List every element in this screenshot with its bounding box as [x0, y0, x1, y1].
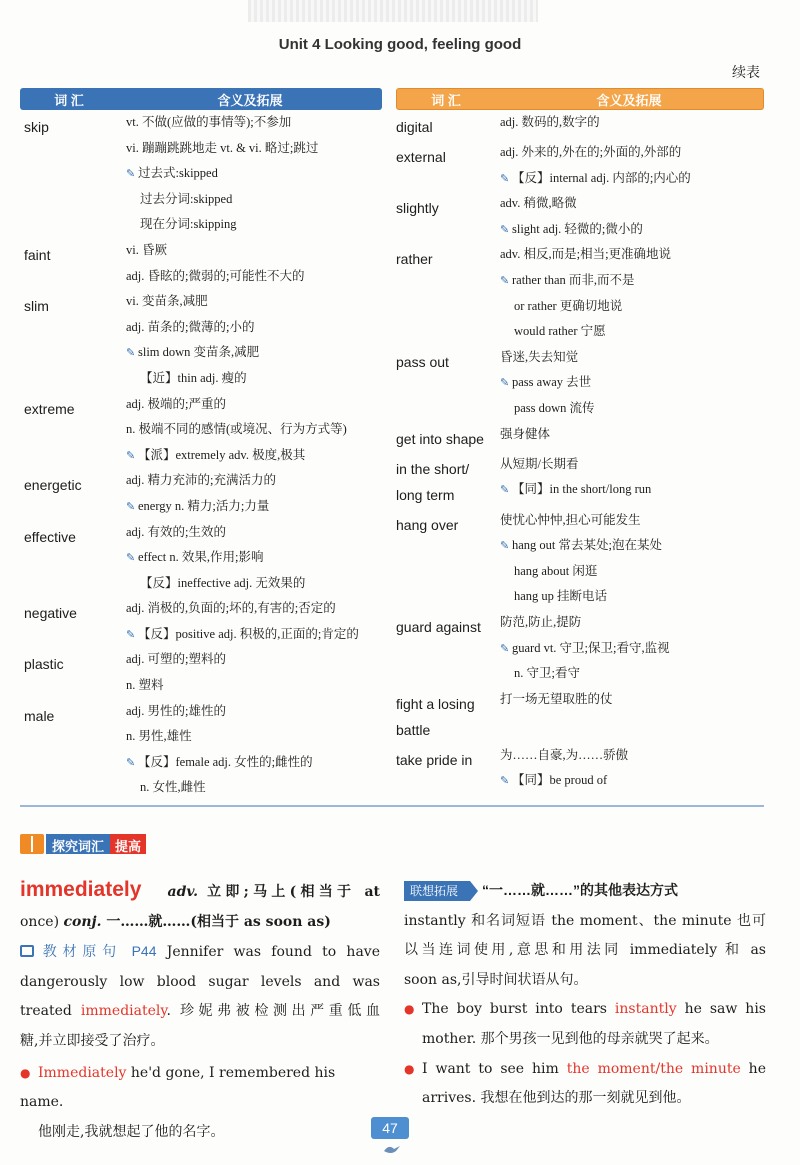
vocab-word-text: rather: [396, 251, 433, 268]
definition-text: n. 女性,雌性: [140, 780, 206, 795]
def-conj: 一……就……(相当于 as soon as): [101, 913, 331, 930]
continued-label: 续表: [732, 65, 760, 81]
definition-line: [500, 768, 764, 794]
definition-text: slight adj. 轻微的;微小的: [512, 221, 643, 236]
definition-text: 【同】in the short/long run: [512, 482, 652, 497]
example-text: he'd gone, I remembered his name.: [20, 1064, 336, 1111]
example-1-cn: 他刚走,我就想起了他的名字。: [38, 1123, 225, 1140]
def-adv-cont: once): [20, 913, 60, 930]
definition-line: [126, 110, 382, 136]
highlight-word: Immediately: [38, 1064, 127, 1081]
definition-text: 过去分词:skipped: [140, 191, 233, 206]
vocab-word-text: effective: [24, 528, 76, 545]
pencil-icon: ✎: [500, 274, 510, 287]
definition-line: [500, 610, 764, 636]
vocab-definitions: [126, 289, 382, 391]
definition-text: would rather 宁愿: [514, 324, 606, 339]
pencil-icon: ✎: [126, 500, 136, 513]
definition-text: 【近】thin adj. 瘦的: [140, 370, 247, 385]
vocab-word-text: extreme: [24, 400, 75, 417]
assoc-example-1: [404, 995, 766, 1025]
definition-text: n. 男性,雄性: [126, 729, 192, 744]
vocab-word: [20, 110, 126, 238]
definition-line: [500, 110, 764, 136]
def-adv: 立即;马上(相当于 at: [198, 884, 381, 900]
definition-text: slim down 变苗条,减肥: [138, 345, 260, 360]
vocab-word-text: pass out: [396, 353, 449, 370]
vocab-definitions: [126, 238, 382, 289]
vocab-word: [20, 392, 126, 469]
bird-icon: [382, 1142, 402, 1156]
bullet-icon: ●: [404, 1061, 415, 1076]
definition-line: [126, 596, 382, 622]
vocab-definitions: [500, 191, 764, 242]
vocab-definitions: [126, 468, 382, 519]
vocab-word: [396, 687, 500, 743]
vocab-entry: [20, 468, 382, 519]
definition-line: [500, 319, 764, 345]
vocab-word-text: male: [24, 707, 55, 724]
definition-text: 【反】internal adj. 内部的;内心的: [512, 170, 691, 185]
vocab-word: [396, 610, 500, 687]
header-word: 词 汇: [54, 92, 84, 108]
vocab-definitions: [500, 422, 764, 452]
vocab-word-text: energetic: [24, 477, 82, 494]
header-word: 词 汇: [431, 92, 461, 108]
pencil-icon: ✎: [500, 540, 510, 553]
definition-line: [126, 647, 382, 673]
definition-text: vi. 变苗条,减肥: [126, 294, 208, 309]
assoc-example-2-cont: arrives. 我想在他到达的那一刻就见到他。: [422, 1090, 691, 1107]
definition-text: rather than 而非,而不是: [512, 272, 635, 287]
section-tag: [20, 833, 146, 855]
vocab-definitions: [126, 520, 382, 597]
vocab-word-text: external: [396, 149, 446, 165]
example-text: he saw his: [676, 1001, 766, 1018]
definition-text: pass down 流传: [514, 400, 595, 415]
vocab-entry: [20, 647, 382, 698]
definition-line: [500, 477, 764, 503]
pencil-icon: ✎: [500, 223, 510, 236]
definition-text: 昏迷,失去知觉: [500, 349, 579, 364]
definition-line: [500, 217, 764, 243]
definition-line: [126, 724, 382, 750]
header-meaning: 含义及拓展: [596, 92, 662, 108]
definition-line: [126, 289, 382, 315]
definition-text: 【同】be proud of: [512, 773, 608, 788]
vocab-word-text: long term: [396, 486, 455, 503]
pencil-icon: ✎: [500, 642, 510, 655]
definition-text: effect n. 效果,作用;影响: [138, 550, 264, 565]
definition-text: adj. 可塑的;塑料的: [126, 652, 226, 667]
keyword: immediately: [20, 878, 142, 901]
example-text: he: [740, 1060, 766, 1077]
vocab-word: [20, 468, 126, 519]
definition-text: 现在分词:skipping: [140, 217, 237, 232]
vocab-word-text: slim: [24, 298, 49, 315]
definition-line: [126, 571, 382, 597]
section-divider: [20, 805, 764, 807]
assoc-header: [404, 876, 766, 907]
vocab-word: [20, 520, 126, 597]
vocab-word: [20, 289, 126, 391]
definition-text: 【反】ineffective adj. 无效果的: [140, 575, 306, 590]
vocab-definitions: [500, 452, 764, 508]
definition-text: 从短期/长期看: [500, 456, 579, 471]
pos-conj: conj.: [63, 913, 102, 930]
definition-line: [126, 468, 382, 494]
vocab-definitions: [126, 392, 382, 469]
definition-text: 【派】extremely adv. 极度,极其: [138, 447, 306, 462]
assoc-label: 联想拓展: [404, 881, 470, 901]
definition-text: adj. 男性的;雄性的: [126, 703, 226, 718]
definition-line: [500, 242, 764, 268]
definition-line: [126, 366, 382, 392]
vocab-definitions: [126, 647, 382, 698]
vocab-word-text: slightly: [396, 200, 439, 217]
definition-text: adj. 苗条的;微薄的;小的: [126, 319, 255, 334]
top-decoration: [248, 0, 538, 22]
vocab-word-text: battle: [396, 721, 431, 738]
highlight-word: immediately: [80, 1003, 167, 1020]
definition-text: hang out 常去某处;泡在某处: [512, 538, 662, 553]
unit-title: Unit 4 Looking good, feeling good: [278, 36, 522, 53]
example-1: [20, 1059, 380, 1118]
vocab-word: [396, 345, 500, 422]
definition-line: [126, 622, 382, 648]
definition-text: adj. 有效的;生效的: [126, 524, 226, 539]
definition-line: [500, 452, 764, 478]
definition-text: 打一场无望取胜的仗: [500, 691, 613, 706]
vocab-entry: [20, 238, 382, 289]
source-line-4: 糖,并立即接受了治疗。: [20, 1032, 165, 1049]
assoc-p1: instantly 和名词短语 the moment、the minute 也可: [404, 912, 766, 929]
definition-line: [500, 345, 764, 371]
source-text: . 珍妮弗被检测出严重低血: [166, 1003, 380, 1020]
vocab-entry: [396, 191, 764, 242]
definition-line: [500, 559, 764, 585]
textbook-icon: [20, 945, 34, 957]
definition-line: [500, 743, 764, 769]
vocab-word-text: take pride in: [396, 751, 473, 768]
example-text: The boy burst into tears: [422, 1001, 615, 1018]
definition-line: [500, 636, 764, 662]
assoc-p2: 以当连词使用,意思和用法同 immediately 和 as: [404, 942, 766, 959]
definition-text: adv. 稍微,略微: [500, 196, 577, 211]
definition-line: [126, 161, 382, 187]
vocab-table-right: [396, 88, 764, 794]
source-line-3: [20, 997, 380, 1027]
definition-text: guard vt. 守卫;保卫;看守,监视: [512, 640, 670, 655]
definition-text: 使忧心忡忡,担心可能发生: [500, 512, 641, 527]
vocab-definitions: [500, 345, 764, 422]
definition-text: vt. 不做(应做的事情等);不参加: [126, 115, 292, 129]
vocab-entry: [396, 508, 764, 610]
vocab-entry: [396, 140, 764, 191]
definition-text: 【反】female adj. 女性的;雌性的: [138, 754, 313, 769]
definition-text: n. 极端不同的感情(或境况、行为方式等): [126, 422, 347, 437]
vocab-word: [396, 422, 500, 452]
definition-text: 过去式:skipped: [138, 166, 218, 181]
definition-line: [500, 294, 764, 320]
definition-line: [500, 584, 764, 610]
vocab-explanation: [20, 875, 380, 1147]
vocab-word: [396, 743, 500, 794]
pencil-icon: ✎: [126, 628, 136, 641]
vocab-word: [20, 596, 126, 647]
pencil-icon: ✎: [500, 484, 510, 497]
table-body-left: [20, 110, 382, 801]
vocab-word: [20, 647, 126, 698]
section-subtitle: 提高: [110, 834, 146, 854]
book-icon: [20, 834, 44, 854]
definition-text: pass away 去世: [512, 375, 592, 390]
bullet-icon: ●: [20, 1065, 31, 1080]
vocab-word-text: in the short/: [396, 460, 470, 477]
vocab-word: [20, 238, 126, 289]
definition-line: [126, 315, 382, 341]
vocab-entry: [396, 345, 764, 422]
definition-text: adj. 数码的,数字的: [500, 115, 600, 129]
source-line-2: dangerously low blood sugar levels and was: [20, 973, 380, 990]
vocab-word-text: hang over: [396, 516, 459, 533]
definition-line: [126, 545, 382, 571]
header-meaning: 含义及拓展: [217, 92, 283, 108]
vocab-word-text: get into shape: [396, 430, 484, 447]
vocab-definitions: [500, 743, 764, 794]
vocab-definitions: [500, 687, 764, 743]
association-box: [404, 876, 766, 1114]
definition-line: [500, 422, 764, 448]
vocab-word: [396, 508, 500, 610]
definition-text: vi. 昏厥: [126, 242, 167, 257]
definition-text: hang up 挂断电话: [514, 589, 608, 604]
definition-line: [126, 443, 382, 469]
assoc-example-1-cont: mother. 那个男孩一见到他的母亲就哭了起来。: [422, 1030, 719, 1047]
definition-text: hang about 闲逛: [514, 563, 598, 578]
definition-line: [126, 750, 382, 776]
definition-line: [126, 264, 382, 290]
vocab-word-text: faint: [24, 246, 51, 263]
definition-line: [500, 370, 764, 396]
vocab-entry: [396, 110, 764, 140]
vocab-word-text: negative: [24, 605, 77, 622]
definition-text: energy n. 精力;活力;力量: [138, 498, 270, 513]
definition-line: [126, 136, 382, 162]
vocab-entry: [20, 596, 382, 647]
vocab-entry: [396, 687, 764, 743]
definition-line: [126, 673, 382, 699]
vocab-definitions: [500, 508, 764, 610]
def-line-1: [20, 875, 380, 908]
page-number: 47: [371, 1117, 409, 1139]
definition-line: [126, 212, 382, 238]
vocab-word: [396, 452, 500, 508]
pencil-icon: ✎: [500, 377, 510, 390]
vocab-entry: [396, 610, 764, 687]
assoc-p3: soon as,引导时间状语从句。: [404, 971, 588, 988]
assoc-title: “一……就……”的其他表达方式: [482, 882, 679, 898]
definition-text: adv. 相反,而是;相当;更准确地说: [500, 247, 672, 262]
vocab-definitions: [500, 610, 764, 687]
vocab-entry: [396, 743, 764, 794]
highlight-word: the moment/the minute: [566, 1060, 741, 1077]
pencil-icon: ✎: [126, 168, 136, 181]
source-text: Jennifer was found to have: [156, 944, 380, 961]
vocab-word: [20, 699, 126, 801]
vocab-word: [396, 191, 500, 242]
pos-adv: adv.: [167, 884, 199, 900]
definition-text: adj. 昏眩的;微弱的;可能性不大的: [126, 268, 305, 283]
source-label: 教材原句 P44: [37, 943, 157, 960]
vocab-entry: [396, 452, 764, 508]
pencil-icon: ✎: [126, 347, 136, 360]
vocab-entry: [20, 289, 382, 391]
definition-line: [126, 187, 382, 213]
table-header-left: [20, 88, 382, 110]
vocab-definitions: [126, 110, 382, 238]
definition-text: 【反】positive adj. 积极的,正面的;肯定的: [138, 626, 359, 641]
definition-line: [126, 775, 382, 801]
example-text: I want to see him: [422, 1060, 567, 1077]
definition-line: [500, 191, 764, 217]
definition-line: [500, 687, 764, 713]
vocab-definitions: [126, 596, 382, 647]
table-header-right: [396, 88, 764, 110]
pencil-icon: ✎: [500, 172, 510, 185]
definition-line: [500, 166, 764, 192]
vocab-word: [396, 242, 500, 344]
vocab-entry: [396, 242, 764, 344]
definition-text: 强身健体: [500, 426, 551, 441]
definition-line: [126, 520, 382, 546]
definition-line: [126, 238, 382, 264]
vocab-entry: [20, 699, 382, 801]
definition-text: 为……自豪,为……骄傲: [500, 747, 629, 762]
definition-line: [126, 340, 382, 366]
vocab-definitions: [500, 242, 764, 344]
vocab-entry: [20, 110, 382, 238]
vocab-entry: [20, 520, 382, 597]
vocab-table-left: [20, 88, 382, 801]
definition-line: [500, 661, 764, 687]
definition-text: adj. 极端的;严重的: [126, 396, 226, 411]
definition-text: 防范,防止,提防: [500, 614, 582, 629]
vocab-word-text: guard against: [396, 618, 481, 635]
definition-line: [126, 417, 382, 443]
definition-text: n. 塑料: [126, 678, 164, 693]
vocab-word-text: skip: [24, 119, 49, 135]
section-title: 探究词汇: [46, 834, 110, 854]
pencil-icon: ✎: [126, 756, 136, 769]
definition-line: [126, 392, 382, 418]
vocab-word-text: digital: [396, 119, 433, 135]
vocab-entry: [396, 422, 764, 452]
definition-line: [500, 533, 764, 559]
definition-line: [126, 699, 382, 725]
definition-text: or rather 更确切地说: [514, 298, 623, 313]
vocab-word: [396, 110, 500, 140]
highlight-word: instantly: [614, 1001, 677, 1018]
definition-line: [500, 396, 764, 422]
vocab-word-text: fight a losing: [396, 695, 475, 712]
vocab-definitions: [500, 140, 764, 191]
vocab-word-text: plastic: [24, 656, 64, 673]
definition-text: vi. 蹦蹦跳跳地走 vt. & vi. 略过;跳过: [126, 140, 319, 155]
definition-text: adj. 消极的,负面的;坏的,有害的;否定的: [126, 601, 336, 616]
definition-text: n. 守卫;看守: [514, 666, 580, 681]
definition-text: adj. 外来的,外在的;外面的,外部的: [500, 145, 682, 159]
definition-line: [500, 508, 764, 534]
definition-line: [500, 140, 764, 166]
assoc-example-2: [404, 1055, 766, 1085]
definition-line: [126, 494, 382, 520]
vocab-word: [396, 140, 500, 191]
pencil-icon: ✎: [126, 552, 136, 565]
vocab-definitions: [126, 699, 382, 801]
source-text: treated: [20, 1003, 81, 1020]
pencil-icon: ✎: [126, 449, 136, 462]
vocab-definitions: [500, 110, 764, 140]
def-line-2: [20, 908, 380, 938]
definition-line: [500, 268, 764, 294]
bullet-icon: ●: [404, 1002, 415, 1017]
definition-text: adj. 精力充沛的;充满活力的: [126, 473, 276, 488]
vocab-entry: [20, 392, 382, 469]
source-line-1: [20, 937, 380, 968]
table-body-right: [396, 110, 764, 794]
pencil-icon: ✎: [500, 775, 510, 788]
